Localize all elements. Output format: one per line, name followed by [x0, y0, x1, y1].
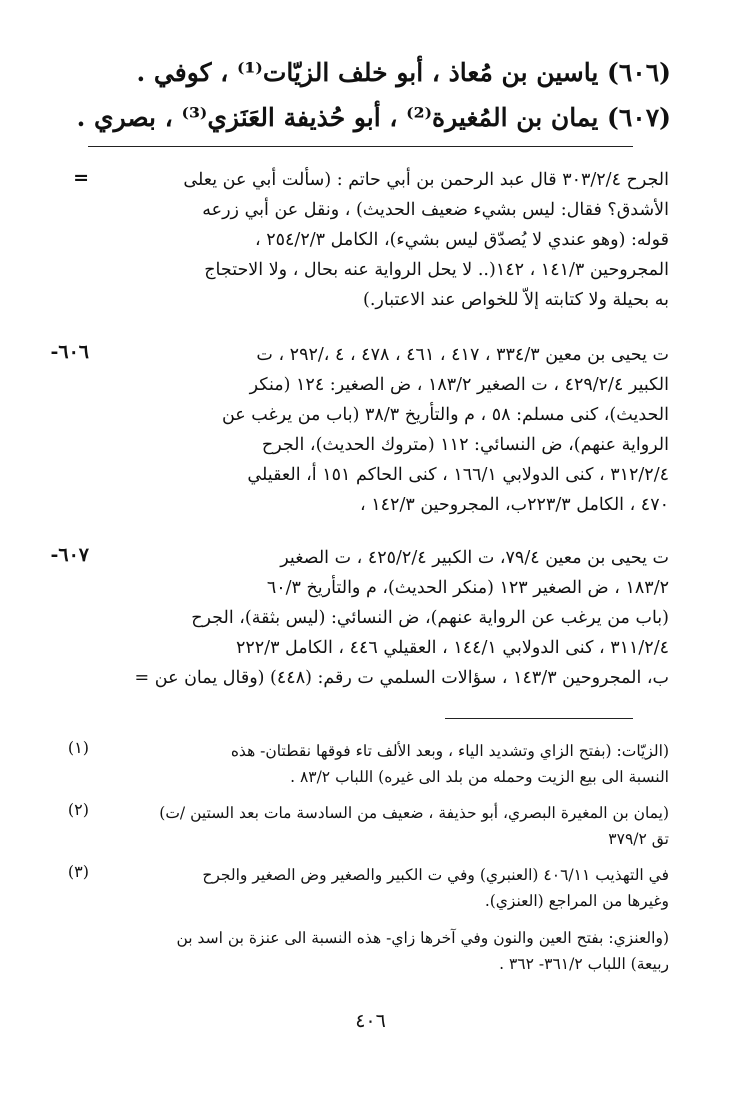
footnote-1-number: (١): [67, 738, 89, 757]
footnote-separator-rule: [445, 718, 633, 719]
footnote-2-number: (٢): [67, 800, 89, 819]
note-line: ٣١١/٢/٤ ، كنى الدولابي ١٤٤/١ ، العقيلي ٤٤٦ ، الكامل ٢٢٢/٣: [235, 638, 669, 658]
note-line: المجروحين ١٤١/٣ ، ١٤٢(.. لا يحل الرواية عنه بحال ، ولا الاحتجاج: [204, 260, 669, 280]
notes-separator-rule: [88, 146, 633, 147]
note-line: الحديث)، كنى مسلم: ٥٨ ، م والتأريخ ٣٨/٣ (باب من يرغب عن: [221, 405, 669, 425]
note-line: قوله: (وهو عندي لا يُصدّق ليس بشيء)، الكامل ٢٥٤/٢/٣ ،: [255, 230, 669, 250]
note-607: [109, 543, 669, 693]
page-number: ٤٠٦: [355, 1010, 386, 1032]
footnote-3: [109, 862, 669, 914]
continued-note: [109, 165, 669, 315]
note-line: ب، المجروحين ١٤٣/٣ ، سؤالات السلمي ت رقم: (٤٤٨) (وقال يمان عن =: [134, 668, 669, 688]
note-line: ٤٧٠ ، الكامل ٢٢٣/٣ب، المجروحين ١٤٢/٣ ،: [360, 495, 669, 515]
note-606-number: ٦٠٦-: [50, 341, 89, 363]
entry-607-heading: (٦٠٧) يمان بن المُغيرة⁽²⁾ ، أبو حُذيفة العَنَزي⁽³⁾ ، بصري .: [76, 103, 671, 132]
note-line: ٣١٢/٢/٤ ، كنى الدولابي ١٦٦/١ ، كنى الحاكم ١٥١ أ، العقيلي: [247, 465, 669, 485]
note-line: ١٨٣/٢ ، ض الصغير ١٢٣ (منكر الحديث)، م والتأريخ ٦٠/٣: [266, 578, 669, 598]
note-606: [109, 340, 669, 520]
note-line: الجرح ٣٠٣/٢/٤ قال عبد الرحمن بن أبي حاتم : (سألت أبي عن يعلى: [183, 170, 669, 190]
note-line: الأشدق؟ فقال: ليس بشيء ضعيف الحديث) ، ونقل عن أبي زرعه: [202, 200, 669, 220]
note-line: الرواية عنهم)، ض النسائي: ١١٢ (متروك الحديث)، الجرح: [261, 435, 669, 455]
footnote-2: [109, 800, 669, 852]
footnote-line: (والعنزي: بفتح العين والنون وفي آخرها زاي- هذه النسبة الى عنزة بن اسد بن: [176, 929, 669, 947]
note-607-number: ٦٠٧-: [50, 544, 89, 566]
note-line: (باب من يرغب عن الرواية عنهم)، ض النسائي: (ليس بثقة)، الجرح: [191, 608, 669, 628]
footnote-1: [109, 738, 669, 790]
footnote-3-continuation: [109, 925, 669, 977]
footnote-line: النسبة الى بيع الزيت وحمله من بلد الى غيره) اللباب ٨٣/٢ .: [290, 768, 669, 786]
footnote-line: ربيعة) اللباب ٣٦١/٢- ٣٦٢ .: [499, 955, 669, 973]
note-line: الكبير ٤٢٩/٢/٤ ، ت الصغير ١٨٣/٢ ، ض الصغير: ١٢٤ (منكر: [249, 375, 669, 395]
entry-606-heading: (٦٠٦) ياسين بن مُعاذ ، أبو خلف الزيّات⁽¹⁾ ، كوفي .: [136, 58, 671, 87]
footnote-line: (يمان بن المغيرة البصري، أبو حذيفة ، ضعيف من السادسة مات بعد الستين /ت): [159, 804, 669, 822]
continuation-mark: =: [73, 167, 89, 189]
footnote-line: تق ٣٧٩/٢: [608, 830, 669, 848]
footnote-line: (الزيّات: (بفتح الزاي وتشديد الياء ، وبعد الألف تاء فوقها نقطتان- هذه: [230, 742, 669, 760]
note-line: به بحيلة ولا كتابته إلاّ للخواص عند الاعتبار.): [363, 290, 669, 310]
note-line: ت يحيى بن معين ٣٣٤/٣ ، ٤١٧ ، ٤٦١ ، ٤٧٨ ، ٤ ،/٢٩٢ ، ت: [256, 345, 669, 365]
footnote-line: في التهذيب ٤٠٦/١١ (العنبري) وفي ت الكبير والصغير وض الصغير والجرح: [202, 866, 669, 884]
footnote-3-number: (٣): [67, 862, 89, 881]
note-line: ت يحيى بن معين ٧٩/٤، ت الكبير ٤٢٥/٢/٤ ، ت الصغير: [280, 548, 669, 568]
footnote-line: وغيرها من المراجع (العنزي).: [484, 892, 669, 910]
